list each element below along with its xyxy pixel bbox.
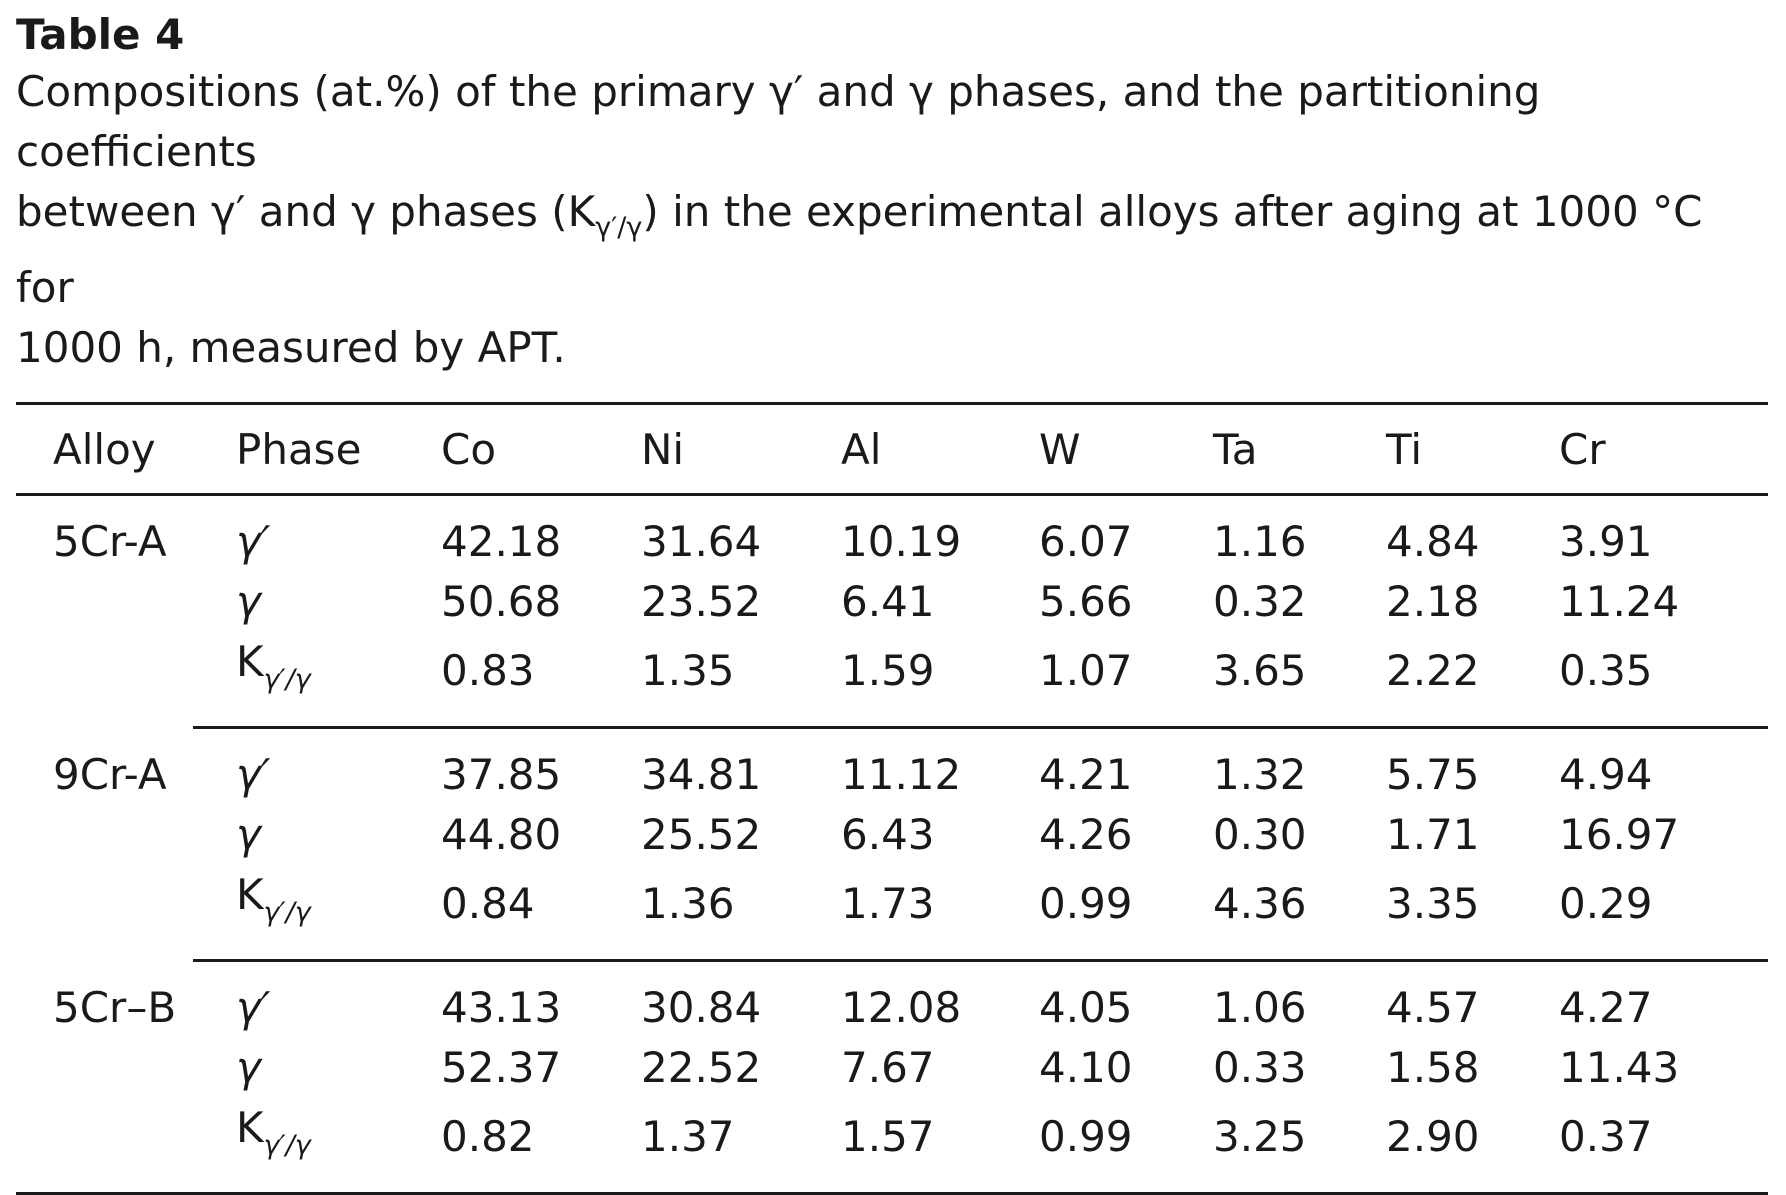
header-cr: Cr — [1559, 424, 1606, 474]
caption-line-2-pre: between γ′ and γ phases (K — [16, 187, 596, 236]
value-cell: 4.94 — [1559, 750, 1653, 799]
value-cell: 1.32 — [1213, 750, 1307, 799]
value-cell: 0.84 — [441, 879, 535, 928]
value-cell: 2.22 — [1386, 646, 1480, 695]
value-cell: 5.66 — [1039, 577, 1133, 626]
value-cell: 1.58 — [1386, 1043, 1480, 1092]
phase-cell: γ — [236, 1043, 261, 1092]
value-cell: 1.35 — [641, 646, 735, 695]
value-cell: 11.43 — [1559, 1043, 1680, 1092]
alloy-cell: 5Cr–B — [53, 983, 177, 1032]
value-cell: 37.85 — [441, 750, 562, 799]
value-cell: 1.37 — [641, 1112, 735, 1161]
composition-table-body — [16, 496, 1768, 1192]
value-cell: 22.52 — [641, 1043, 762, 1092]
caption-line-1: Compositions (at.%) of the primary γ′ and γ phases, and the partitioning coefficients — [16, 67, 1541, 176]
value-cell: 1.16 — [1213, 517, 1307, 566]
value-cell: 2.90 — [1386, 1112, 1480, 1161]
header-alloy: Alloy — [53, 424, 156, 474]
value-cell: 6.41 — [841, 577, 935, 626]
value-cell: 10.19 — [841, 517, 962, 566]
value-cell: 1.73 — [841, 879, 935, 928]
value-cell: 1.06 — [1213, 983, 1307, 1032]
phase-cell — [236, 632, 441, 710]
k-symbol: K — [236, 637, 264, 686]
table-row — [16, 1038, 1768, 1098]
table-caption — [16, 60, 1768, 378]
value-cell: 0.35 — [1559, 646, 1653, 695]
caption-line-2-post: ) in the experimental alloys after aging at 1000 °C for — [16, 187, 1703, 312]
k-symbol: K — [236, 1103, 264, 1152]
header-ni: Ni — [641, 424, 685, 474]
value-cell: 11.24 — [1559, 577, 1680, 626]
value-cell: 52.37 — [441, 1043, 562, 1092]
value-cell: 34.81 — [641, 750, 762, 799]
value-cell: 23.52 — [641, 577, 762, 626]
table-row — [16, 978, 1768, 1038]
composition-table — [16, 405, 1768, 493]
table-row — [16, 865, 1768, 943]
value-cell: 4.57 — [1386, 983, 1480, 1032]
value-cell: 50.68 — [441, 577, 562, 626]
value-cell: 0.83 — [441, 646, 535, 695]
table-row — [16, 572, 1768, 632]
value-cell: 1.59 — [841, 646, 935, 695]
table-figure — [16, 10, 1768, 1195]
phase-cell: γ — [236, 810, 261, 859]
table-label: Table 4 — [16, 10, 185, 59]
table-row — [16, 805, 1768, 865]
alloy-cell: 9Cr-A — [53, 750, 167, 799]
k-subscript: γ′/γ — [263, 1130, 311, 1161]
phase-cell — [236, 1098, 441, 1176]
value-cell: 0.33 — [1213, 1043, 1307, 1092]
value-cell: 4.27 — [1559, 983, 1653, 1032]
caption-line-2 — [16, 182, 1768, 318]
value-cell: 6.07 — [1039, 517, 1133, 566]
value-cell: 1.07 — [1039, 646, 1133, 695]
header-co: Co — [441, 424, 497, 474]
value-cell: 4.10 — [1039, 1043, 1133, 1092]
phase-cell — [236, 865, 441, 943]
value-cell: 11.12 — [841, 750, 962, 799]
value-cell: 0.29 — [1559, 879, 1653, 928]
value-cell: 1.71 — [1386, 810, 1480, 859]
table-row — [16, 512, 1768, 572]
phase-cell: γ′ — [236, 750, 271, 799]
value-cell: 3.91 — [1559, 517, 1653, 566]
k-subscript: γ′/γ — [263, 897, 311, 928]
value-cell: 43.13 — [441, 983, 562, 1032]
table-row — [16, 1098, 1768, 1176]
value-cell: 31.64 — [641, 517, 762, 566]
value-cell: 0.30 — [1213, 810, 1307, 859]
value-cell: 30.84 — [641, 983, 762, 1032]
value-cell: 3.25 — [1213, 1112, 1307, 1161]
phase-cell: γ′ — [236, 983, 271, 1032]
value-cell: 1.36 — [641, 879, 735, 928]
value-cell: 0.37 — [1559, 1112, 1653, 1161]
header-ta: Ta — [1213, 424, 1258, 474]
k-symbol: K — [236, 870, 264, 919]
header-al: Al — [841, 424, 882, 474]
value-cell: 3.65 — [1213, 646, 1307, 695]
caption-line-2-sub: γ′/γ — [595, 212, 643, 243]
value-cell: 1.57 — [841, 1112, 935, 1161]
header-phase: Phase — [236, 424, 362, 474]
table-row — [16, 745, 1768, 805]
value-cell: 4.84 — [1386, 517, 1480, 566]
table-row — [16, 632, 1768, 710]
value-cell: 7.67 — [841, 1043, 935, 1092]
header-row — [16, 405, 1768, 493]
alloy-cell: 5Cr-A — [53, 517, 167, 566]
value-cell: 42.18 — [441, 517, 562, 566]
header-ti: Ti — [1386, 424, 1423, 474]
value-cell: 12.08 — [841, 983, 962, 1032]
value-cell: 0.99 — [1039, 1112, 1133, 1161]
value-cell: 16.97 — [1559, 810, 1680, 859]
value-cell: 0.32 — [1213, 577, 1307, 626]
value-cell: 4.36 — [1213, 879, 1307, 928]
value-cell: 2.18 — [1386, 577, 1480, 626]
value-cell: 0.99 — [1039, 879, 1133, 928]
value-cell: 4.05 — [1039, 983, 1133, 1032]
value-cell: 25.52 — [641, 810, 762, 859]
value-cell: 4.21 — [1039, 750, 1133, 799]
value-cell: 6.43 — [841, 810, 935, 859]
header-w: W — [1039, 424, 1081, 474]
value-cell: 4.26 — [1039, 810, 1133, 859]
value-cell: 3.35 — [1386, 879, 1480, 928]
k-subscript: γ′/γ — [263, 664, 311, 695]
phase-cell: γ′ — [236, 517, 271, 566]
phase-cell: γ — [236, 577, 261, 626]
value-cell: 0.82 — [441, 1112, 535, 1161]
caption-line-3: 1000 h, measured by APT. — [16, 323, 566, 372]
value-cell: 5.75 — [1386, 750, 1480, 799]
value-cell: 44.80 — [441, 810, 562, 859]
